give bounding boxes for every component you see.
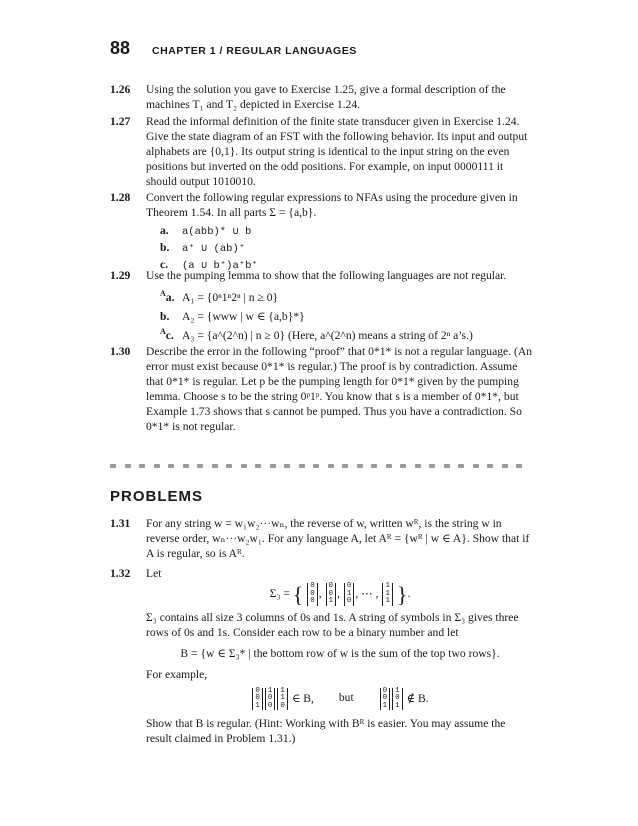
column-vector: 0 0 0 — [307, 583, 318, 606]
regex: a⁺ ∪ (ab)⁺ — [182, 243, 246, 255]
language-def: A₁ = {0ⁿ1ⁿ2ⁿ | n ≥ 0} — [182, 290, 279, 304]
problem-number: 1.31 — [110, 517, 131, 530]
exercise-number: 1.26 — [110, 83, 131, 96]
problem-text: For any string w = w₁w₂···wₙ, the reverse of w, written wᴿ, is the string w in reverse order, wₙ···w₂w₁. For any language A, let Aᴿ = {wᴿ | w ∈ A}. Show that if A is regular, so is Aᴿ. — [146, 517, 530, 560]
exercise-text: Using the solution you gave to Exercise 1.25, give a formal description of the machines T₁ and T₂ depicted in Exercise 1.24. — [146, 83, 506, 111]
exercise-1-28 — [110, 190, 534, 274]
exercise-number: 1.30 — [110, 345, 131, 358]
answer-mark: A — [160, 289, 166, 298]
column-vector: 1 0 0 — [265, 688, 276, 711]
exercise-1-26 — [110, 82, 534, 112]
exercise-number: 1.27 — [110, 115, 131, 128]
sub-item: c. (a ∪ b⁺)a⁺b⁺ — [160, 258, 258, 272]
example-strings: 0 0 11 0 01 1 0 ∈ B, but 0 0 11 0 1 ∉ B. — [146, 688, 534, 711]
column-vector: 0 1 0 — [344, 583, 355, 606]
exercise-number: 1.29 — [110, 269, 131, 282]
column-vector: 1 1 0 — [277, 688, 288, 711]
exercise-text: Convert the following regular expressions to NFAs using the procedure given in Theorem 1.54. In all parts Σ = {a,b}. — [146, 191, 518, 219]
problem-number: 1.32 — [110, 567, 131, 580]
regex: (a ∪ b⁺)a⁺b⁺ — [182, 260, 258, 272]
exercise-text: Use the pumping lemma to show that the following languages are not regular. — [146, 269, 507, 282]
column-vector: 1 1 1 — [382, 583, 393, 606]
language-def: A₃ = {a^(2^n) | n ≥ 0} (Here, a^(2^n) means a string of 2ⁿ a’s.) — [182, 328, 473, 342]
exercise-1-27 — [110, 114, 534, 189]
exercise-1-30 — [110, 344, 534, 434]
problem-1-31 — [110, 516, 534, 561]
exercise-text: Read the informal definition of the finite state transducer given in Exercise 1.24. Give the state diagram of an FST with the following behavior. Its input and output alphabets are {0,1}. Its output string is identical to the input string on the even positions but inverted on the odd positions. For example, on input 0000111 it should output 1010010. — [146, 115, 528, 188]
exercise-number: 1.28 — [110, 191, 131, 204]
problem-1-32 — [110, 566, 534, 746]
page-header — [110, 38, 357, 59]
sigma3-description: Σ₃ contains all size 3 columns of 0s and 1s. A string of symbols in Σ₃ gives three rows of 0s and 1s. Consider each row to be a binary number and let — [146, 610, 519, 639]
sub-item: a. a(abb)* ∪ b — [160, 224, 252, 238]
hint-text: Show that B is regular. (Hint: Working with Bᴿ is easier. You may assume the result claimed in Problem 1.31.) — [146, 717, 506, 745]
sub-item: $^A$a. A₁ = {0ⁿ1ⁿ2ⁿ | n ≥ 0} — [160, 289, 279, 304]
chapter-title: CHAPTER 1 / REGULAR LANGUAGES — [152, 45, 357, 57]
problems-heading: PROBLEMS — [110, 488, 204, 505]
sigma3-definition: Σ₃ = { 0 0 0, 0 0 1, 0 1 0, ⋯ , 1 1 1 }. — [269, 581, 411, 607]
column-vector: 1 0 1 — [392, 688, 403, 711]
regex: a(abb)* ∪ b — [182, 226, 252, 238]
exercise-1-29 — [110, 268, 534, 343]
column-vector: 0 0 1 — [252, 688, 263, 711]
exercise-text: Describe the error in the following “proof” that 0*1* is not a regular language. (An error must exist because 0*1* is regular.) The proof is by contradiction. Assume that 0*1* is regular. Let p be the pumping length for 0*1* given by the pumping lemma. Choose s to be the string 0ᵖ1ᵖ. You know that s is a member of 0*1*, but Example 1.73 shows that s cannot be pumped. Thus you have a contradiction. So 0*1* is not regular. — [146, 345, 533, 433]
language-def: A₂ = {www | w ∈ {a,b}*} — [182, 309, 305, 323]
sub-item: $^A$c. A₃ = {a^(2^n) | n ≥ 0} (Here, a^(2^n) means a string of 2ⁿ a’s.) — [160, 326, 473, 342]
set-B-definition: B = {w ∈ Σ₃* | the bottom row of w is the sum of the top two rows}. — [180, 646, 500, 660]
page-number: 88 — [110, 38, 131, 58]
column-vector: 0 0 1 — [326, 583, 337, 606]
sub-item: b. A₂ = {www | w ∈ {a,b}*} — [160, 309, 305, 323]
section-divider — [110, 455, 534, 463]
answer-mark: A — [160, 326, 166, 336]
column-vector: 0 0 1 — [380, 688, 391, 711]
let-text: Let — [146, 567, 162, 580]
for-example-text: For example, — [146, 667, 208, 681]
sub-item: b. a⁺ ∪ (ab)⁺ — [160, 241, 246, 255]
